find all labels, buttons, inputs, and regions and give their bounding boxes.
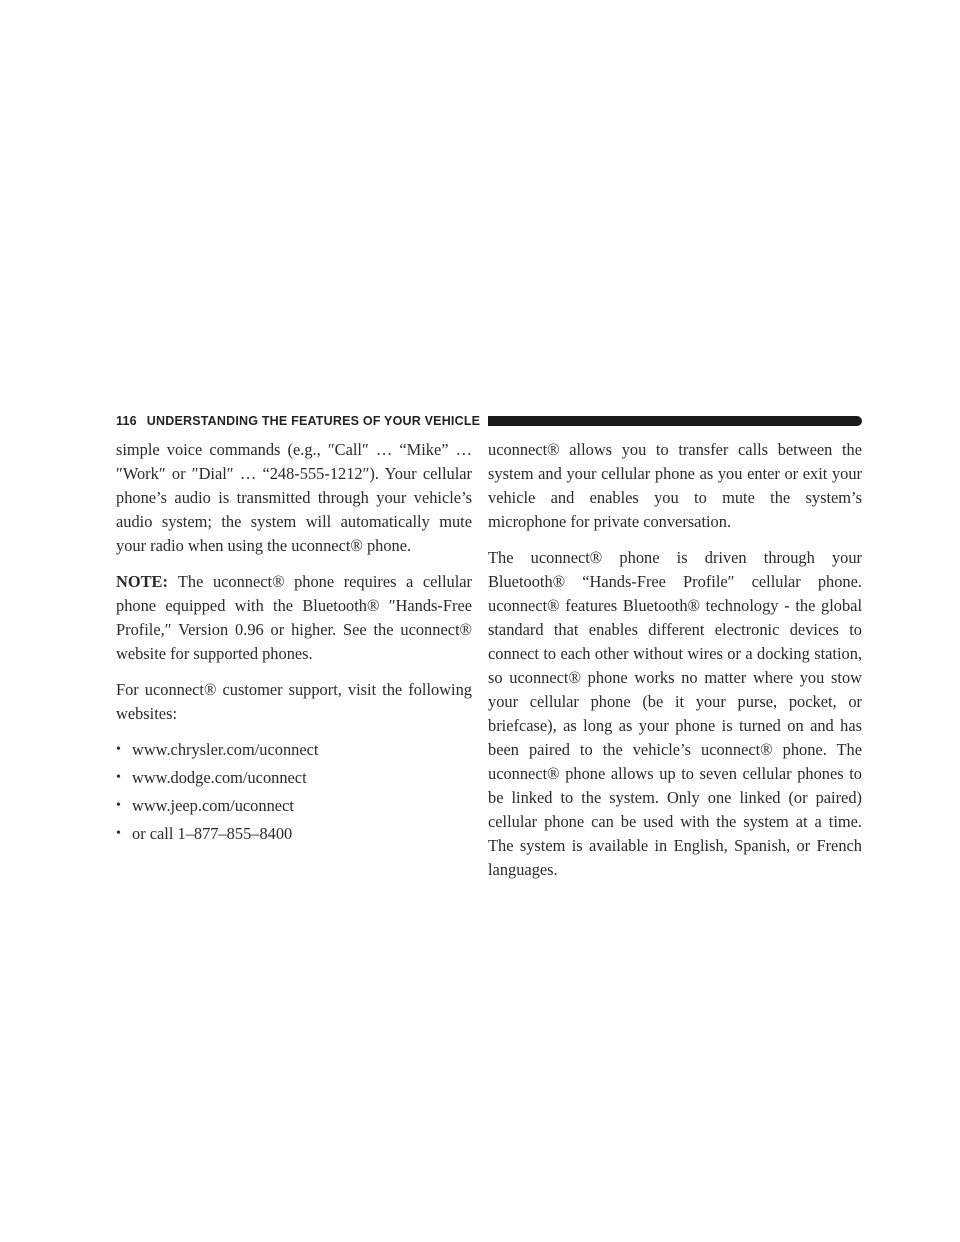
website-chrysler: www.chrysler.com/uconnect (132, 740, 319, 759)
list-item (116, 822, 472, 846)
transfer-calls-paragraph: uconnect® allows you to transfer calls between the system and your cellular phone as you enter or exit your vehicle and enables you to mute the system’s microphone for private conversation. (488, 440, 862, 531)
note-paragraph (116, 570, 472, 666)
support-intro-paragraph: For uconnect® customer support, visit the following websites: (116, 680, 472, 723)
right-column (488, 438, 862, 894)
support-phone-number: or call 1–877–855–8400 (132, 824, 293, 843)
voice-commands-paragraph: simple voice commands (e.g., ″Call″ … “Mike” …″Work″ or ″Dial″ … “248-555-1212″). Your cellular phone’s audio is transmitted through your vehicle’s audio system; the system will automatically mute your radio when using the uconnect® phone. (116, 440, 472, 555)
page-header (116, 412, 862, 430)
page-number: 116 (116, 414, 137, 428)
website-jeep: www.jeep.com/uconnect (132, 796, 294, 815)
list-item (116, 794, 472, 818)
bluetooth-paragraph: The uconnect® phone is driven through your Bluetooth® “Hands-Free Profile″ cellular phone. uconnect® features Bluetooth® technology - the global standard that enables different electronic devices to connect to each other without wires or a docking station, so uconnect® phone works no matter where you stow your cellular phone (be it your purse, pocket, or briefcase), as long as your phone is turned on and has been paired to the vehicle’s uconnect® phone. The uconnect® phone allows up to seven cellular phones to be linked to the system. Only one linked (or paired) cellular phone can be used with the system at a time. The system is available in English, Spanish, or French languages. (488, 548, 862, 879)
bullet-icon: • (116, 742, 121, 757)
bullet-icon: • (116, 798, 121, 813)
left-column (116, 438, 472, 850)
bullet-icon: • (116, 770, 121, 785)
note-label: NOTE: (116, 572, 168, 591)
note-text: The uconnect® phone requires a cellular phone equipped with the Bluetooth® ″Hands-Free Profile,″ Version 0.96 or higher. See the uconnect® website for supported phones. (116, 572, 472, 663)
header-rule (488, 416, 862, 426)
list-item (116, 766, 472, 790)
list-item (116, 738, 472, 762)
bullet-icon: • (116, 826, 121, 841)
section-title: UNDERSTANDING THE FEATURES OF YOUR VEHICLE (146, 414, 481, 428)
website-dodge: www.dodge.com/uconnect (132, 768, 307, 787)
support-links-list (116, 738, 472, 846)
